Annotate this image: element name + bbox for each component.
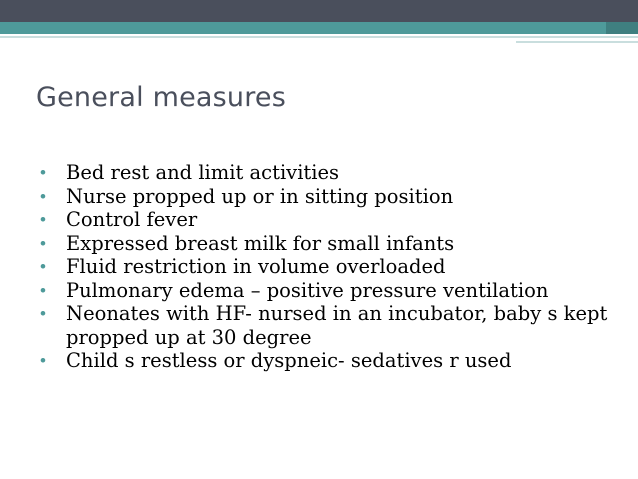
bullet-text: Nurse propped up or in sitting position: [66, 184, 454, 208]
header-band-dark: [0, 0, 638, 22]
bullet-item: [40, 302, 625, 349]
bullet-text: Expressed breast milk for small infants: [66, 231, 455, 255]
bullet-item: [40, 185, 625, 209]
bullet-list: [40, 161, 625, 373]
header-divider-line: [0, 36, 638, 38]
bullet-text: Bed rest and limit activities: [66, 161, 340, 184]
bullet-dot-icon: •: [40, 210, 46, 229]
bullet-dot-icon: •: [40, 280, 46, 300]
header-divider-line-short: [516, 41, 638, 43]
bullet-dot-icon: •: [40, 233, 46, 253]
bullet-item: [40, 255, 625, 279]
bullet-item: [40, 208, 625, 232]
header-band-teal: [0, 22, 638, 34]
bullet-dot-icon: •: [40, 163, 46, 182]
bullet-text: Neonates with HF- nursed in an incubator, baby s kept propped up at 30 degree: [66, 302, 608, 349]
bullet-dot-icon: •: [40, 304, 46, 323]
bullet-text: Child s restless or dyspneic- sedatives r used: [66, 349, 512, 372]
bullet-item: [40, 349, 625, 373]
slide-title: General measures: [36, 82, 287, 113]
bullet-item: [40, 279, 625, 303]
bullet-item: [40, 161, 625, 185]
bullet-text: Control fever: [66, 208, 198, 231]
header-band-teal-accent: [606, 22, 638, 34]
bullet-text: Pulmonary edema – positive pressure ventilation: [66, 278, 549, 302]
bullet-dot-icon: •: [40, 257, 46, 276]
bullet-item: [40, 232, 625, 256]
bullet-text: Fluid restriction in volume overloaded: [66, 255, 446, 278]
bullet-dot-icon: •: [40, 186, 46, 206]
bullet-dot-icon: •: [40, 351, 46, 370]
